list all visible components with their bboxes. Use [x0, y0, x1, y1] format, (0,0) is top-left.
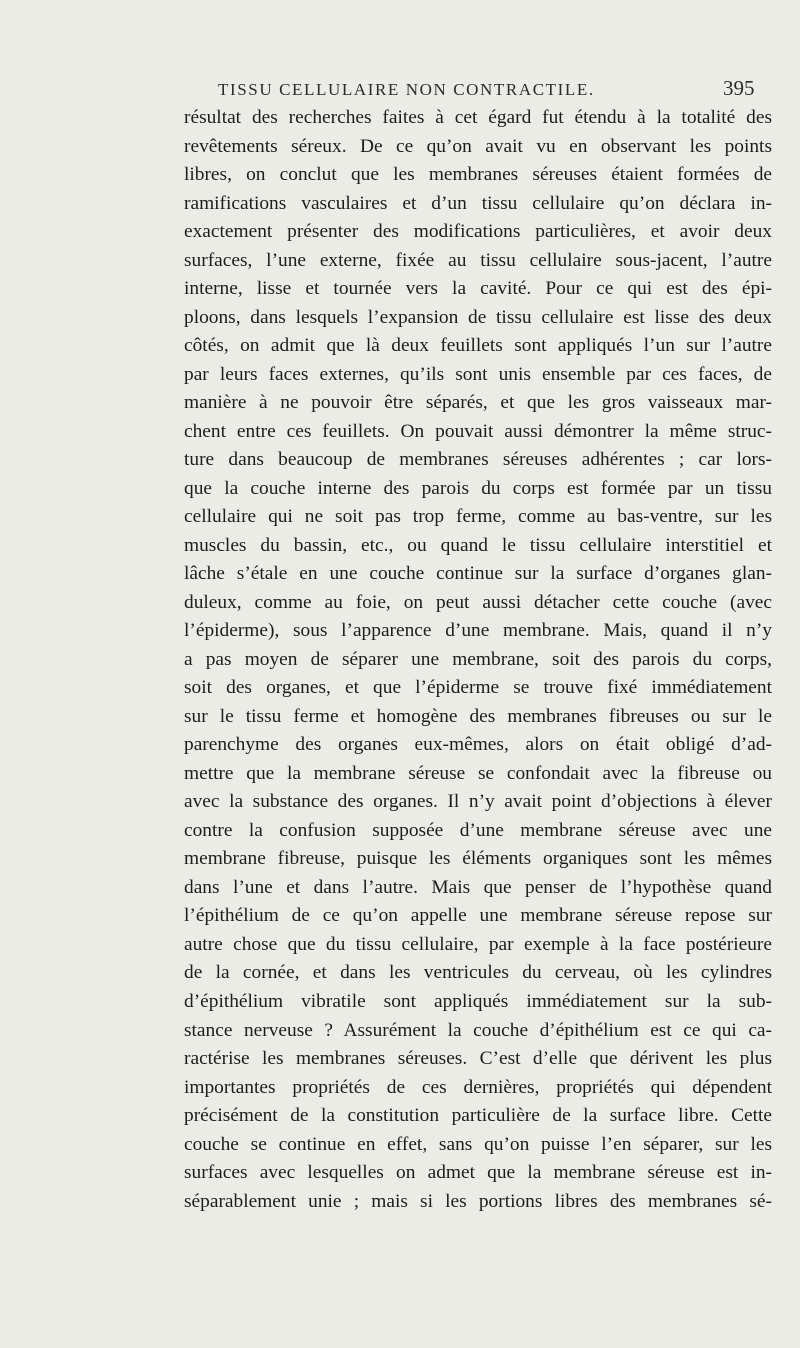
text-line: résultat des recherches faites à cet égard fut étendu à la totalité des — [184, 107, 772, 128]
text-line: d’épithélium vibratile sont appliqués immédiatement sur la sub- — [184, 990, 772, 1012]
text-line: interne, lisse et tournée vers la cavité. Pour ce qui est des épi- — [184, 278, 772, 300]
text-line: ractérise les membranes séreuses. C’est d’elle que dérivent les plus — [184, 1048, 772, 1070]
text-line: muscles du bassin, etc., ou quand le tissu cellulaire interstitiel et — [184, 534, 772, 556]
text-line: duleux, comme au foie, on peut aussi détacher cette couche (avec — [184, 591, 772, 613]
text-line: importantes propriétés de ces dernières, propriétés qui dépendent — [184, 1076, 772, 1098]
text-line: l’épithélium de ce qu’on appelle une membrane séreuse repose sur — [184, 905, 772, 927]
text-line: ploons, dans lesquels l’expansion de tissu cellulaire est lisse des deux — [184, 306, 772, 328]
text-line: que la couche interne des parois du corps est formée par un tissu — [184, 477, 772, 499]
body-text — [184, 104, 772, 1216]
text-line: a pas moyen de séparer une membrane, soit des parois du corps, — [184, 648, 772, 670]
text-line: exactement présenter des modifications particulières, et avoir deux — [184, 221, 772, 243]
text-line: chent entre ces feuillets. On pouvait aussi démontrer la même struc- — [184, 420, 772, 442]
text-line: couche se continue en effet, sans qu’on puisse l’en séparer, sur les — [184, 1133, 772, 1155]
text-line: stance nerveuse ? Assurément la couche d’épithélium est ce qui ca- — [184, 1019, 772, 1041]
text-line: précisément de la constitution particulière de la surface libre. Cette — [184, 1105, 772, 1127]
text-line: dans l’une et dans l’autre. Mais que penser de l’hypothèse quand — [184, 876, 772, 898]
text-line: surfaces avec lesquelles on admet que la membrane séreuse est in- — [184, 1162, 772, 1184]
text-line: ture dans beaucoup de membranes séreuses adhérentes ; car lors- — [184, 449, 772, 471]
text-line: l’épiderme), sous l’apparence d’une membrane. Mais, quand il n’y — [184, 620, 772, 642]
text-line: sur le tissu ferme et homogène des membranes fibreuses ou sur le — [184, 705, 772, 727]
text-line: ramifications vasculaires et d’un tissu cellulaire qu’on déclara in- — [184, 192, 772, 214]
text-line: revêtements séreux. De ce qu’on avait vu en observant les points — [184, 135, 772, 157]
running-title: TISSU CELLULAIRE NON CONTRACTILE. — [218, 80, 595, 99]
text-line: cellulaire qui ne soit pas trop ferme, comme au bas-ventre, sur les — [184, 506, 772, 528]
text-line: séparablement unie ; mais si les portions libres des membranes sé- — [184, 1190, 772, 1212]
text-line: contre la confusion supposée d’une membrane séreuse avec une — [184, 819, 772, 841]
page-number: 395 — [723, 76, 755, 100]
text-line: libres, on conclut que les membranes séreuses étaient formées de — [184, 164, 772, 186]
text-line: lâche s’étale en une couche continue sur la surface d’organes glan- — [184, 563, 772, 585]
text-line: mettre que la membrane séreuse se confondait avec la fibreuse ou — [184, 762, 772, 784]
text-line: parenchyme des organes eux-mêmes, alors on était obligé d’ad- — [184, 734, 772, 756]
text-line: côtés, on admit que là deux feuillets sont appliqués l’un sur l’autre — [184, 335, 772, 357]
text-line: autre chose que du tissu cellulaire, par exemple à la face postérieure — [184, 933, 772, 955]
text-line: membrane fibreuse, puisque les éléments organiques sont les mêmes — [184, 848, 772, 870]
text-line: soit des organes, et que l’épiderme se trouve fixé immédiatement — [184, 677, 772, 699]
text-line: manière à ne pouvoir être séparés, et que les gros vaisseaux mar- — [184, 392, 772, 414]
text-line: surfaces, l’une externe, fixée au tissu cellulaire sous-jacent, l’autre — [184, 249, 772, 271]
text-line: par leurs faces externes, qu’ils sont unis ensemble par ces faces, de — [184, 363, 772, 385]
text-line: avec la substance des organes. Il n’y avait point d’objections à élever — [184, 791, 772, 813]
text-line: de la cornée, et dans les ventricules du cerveau, où les cylindres — [184, 962, 772, 984]
